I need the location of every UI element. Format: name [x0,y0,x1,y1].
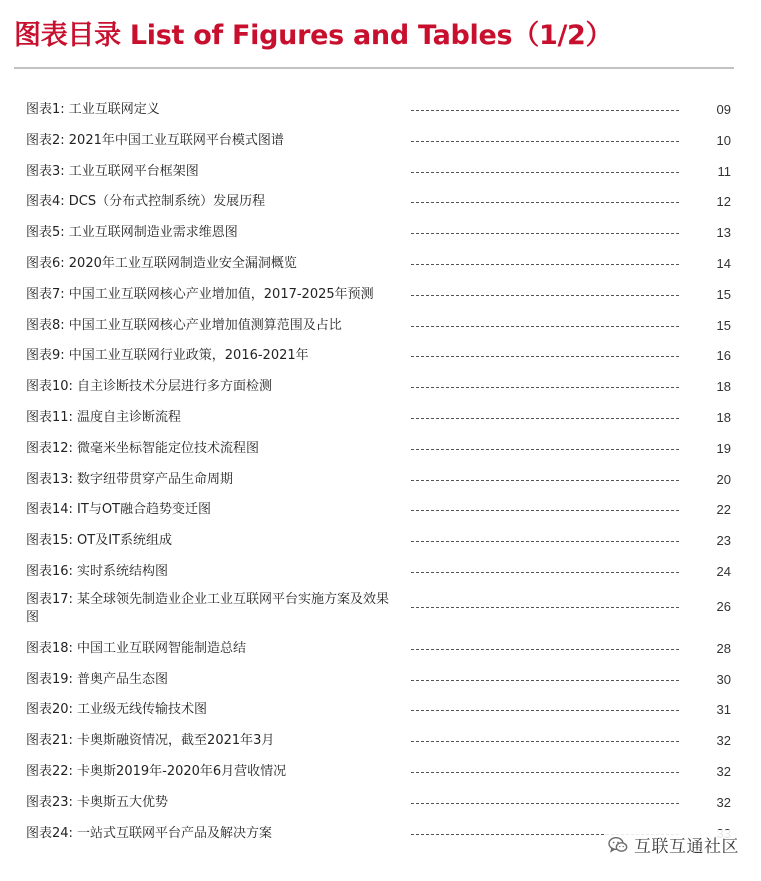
toc-entry-label: 图表22: 卡奥斯2019年-2020年6月营收情况 [26,763,287,779]
toc-entry-label: 图表5: 工业互联网制造业需求维恩图 [26,225,238,241]
toc-page-number: 24 [716,563,731,579]
toc-page-number: 30 [716,671,731,687]
dotted-leader [411,803,679,804]
toc-row[interactable] [0,527,761,558]
page-title: 图表目录 List of Figures and Tables（1/2） [14,20,613,51]
toc-page-number: 19 [716,440,731,456]
toc-entry-label: 图表2: 2021年中国工业互联网平台模式图谱 [26,132,284,148]
toc-row[interactable] [0,342,761,373]
toc-entry-label: 图表12: 微毫米坐标智能定位技术流程图 [26,440,260,456]
toc-row[interactable] [0,250,761,281]
toc-entry-label: 图表1: 工业互联网定义 [26,102,160,117]
toc-row[interactable] [0,373,761,404]
toc-page-number: 15 [716,286,731,302]
toc-page-number: 20 [716,471,731,487]
toc-page-number: 18 [716,379,731,395]
dotted-leader [411,607,679,608]
toc-row[interactable] [0,758,761,789]
dotted-leader [411,449,679,450]
figure-list [0,96,761,850]
toc-entry-label: 图表20: 工业级无线传输技术图 [26,702,208,718]
toc-entry-label: 图表7: 中国工业互联网核心产业增加值，2017-2025年预测 [26,286,374,302]
dotted-leader [411,480,679,481]
toc-page-number: 11 [717,163,731,179]
toc-entry-label: 图表4: DCS（分布式控制系统）发展历程 [26,194,266,210]
toc-row[interactable] [0,404,761,435]
toc-row[interactable] [0,281,761,312]
toc-page-number: 32 [716,733,731,749]
toc-entry-label: 图表19: 普奥产品生态图 [26,671,169,687]
toc-row[interactable] [0,435,761,466]
dotted-leader [411,264,679,265]
toc-row[interactable] [0,589,761,635]
toc-page-number: 09 [716,102,731,117]
toc-entry-label: 图表15: OT及IT系统组成 [26,533,173,549]
toc-page-number: 28 [716,640,731,656]
toc-page-number: 22 [716,502,731,518]
toc-page-number: 12 [716,194,731,210]
dotted-leader [411,680,679,681]
toc-row[interactable] [0,188,761,219]
toc-page-number: 18 [716,409,731,425]
toc-row[interactable] [0,727,761,758]
watermark-text: 互联互通社区 [634,837,739,857]
dotted-leader [411,541,679,542]
toc-page-number: 26 [716,598,731,614]
toc-row[interactable] [0,635,761,666]
toc-row[interactable] [0,96,761,127]
dotted-leader [411,741,679,742]
dotted-leader [411,772,679,773]
title-divider [14,67,734,69]
toc-row[interactable] [0,666,761,697]
dotted-leader [411,356,679,357]
toc-row[interactable] [0,558,761,589]
toc-row[interactable] [0,466,761,497]
dotted-leader [411,141,679,142]
dotted-leader [411,202,679,203]
dotted-leader [411,710,679,711]
toc-page-number: 31 [716,702,731,718]
dotted-leader [411,572,679,573]
toc-page-number: 14 [716,255,731,271]
toc-row[interactable] [0,127,761,158]
toc-entry-label: 图表16: 实时系统结构图 [26,563,169,579]
toc-entry-label: 图表6: 2020年工业互联网制造业安全漏洞概览 [26,255,297,271]
toc-entry-label: 图表8: 中国工业互联网核心产业增加值测算范围及占比 [26,317,342,333]
toc-entry-label: 图表17: 某全球领先制造业企业工业互联网平台实施方案及效果图 [26,591,390,625]
dotted-leader [411,233,679,234]
toc-entry-label: 图表3: 工业互联网平台框架图 [26,163,199,179]
watermark [604,830,743,859]
toc-entry-label: 图表10: 自主诊断技术分层进行多方面检测 [26,379,273,395]
toc-entry-label: 图表13: 数字纽带贯穿产品生命周期 [26,471,234,487]
dotted-leader [411,387,679,388]
dotted-leader [411,110,679,111]
toc-entry-label: 图表9: 中国工业互联网行业政策，2016-2021年 [26,348,309,364]
toc-row[interactable] [0,496,761,527]
toc-row[interactable] [0,219,761,250]
toc-page-number: 23 [716,533,731,549]
toc-entry-label: 图表24: 一站式互联网平台产品及解决方案 [26,825,273,841]
toc-page-number: 13 [716,225,731,241]
dotted-leader [411,326,679,327]
wechat-icon [608,836,628,854]
toc-page-number: 16 [716,348,731,364]
toc-row[interactable] [0,696,761,727]
dotted-leader [411,510,679,511]
toc-entry-label: 图表18: 中国工业互联网智能制造总结 [26,640,247,656]
toc-entry-label: 图表14: IT与OT融合趋势变迁图 [26,502,212,518]
dotted-leader [411,418,679,419]
toc-page-number: 15 [716,317,731,333]
toc-page-number: 32 [716,763,731,779]
toc-entry-label: 图表23: 卡奥斯五大优势 [26,794,169,810]
toc-row[interactable] [0,158,761,189]
dotted-leader [411,172,679,173]
toc-row[interactable] [0,789,761,820]
dotted-leader [411,295,679,296]
toc-page-number: 10 [716,132,731,148]
dotted-leader [411,649,679,650]
toc-row[interactable] [0,312,761,343]
toc-entry-label: 图表21: 卡奥斯融资情况，截至2021年3月 [26,733,275,749]
toc-entry-label: 图表11: 温度自主诊断流程 [26,409,182,425]
toc-page-number: 32 [716,794,731,810]
